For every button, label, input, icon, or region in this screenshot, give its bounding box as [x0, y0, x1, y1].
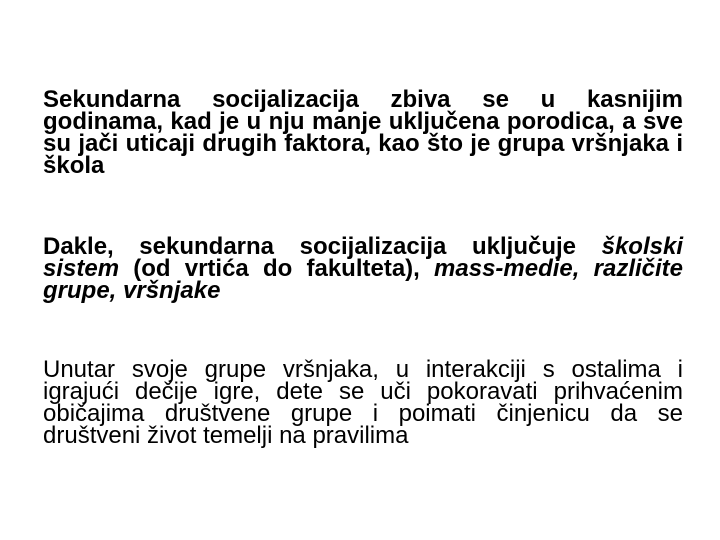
- paragraph2-text-kindergarten: (od vrtića do fakulteta),: [119, 255, 435, 282]
- paragraph-secondary-socialization-includes: [43, 233, 684, 304]
- paragraph-peer-group: Unutar svoje grupe vršnjaka, u interakciji s ostalima i igrajući dečije igre, dete se uči pokoravati prihvaćenim običajima društvene grupe i poimati činjenicu da se društveni život temelji na pravilima: [43, 356, 683, 449]
- paragraph2-text-intro: Dakle, sekundarna socijalizacija uključuje: [43, 233, 602, 260]
- paragraph2-text-mass-media: mass-medie, različite grupe, vršnjake: [43, 255, 684, 304]
- paragraph2-text-school-system: školski sistem: [43, 233, 683, 282]
- paragraph-secondary-socialization: Sekundarna socijalizacija zbiva se u kasnijim godinama, kad je u nju manje uključena porodica, a sve su jači uticaji drugih faktora, kao što je grupa vršnjaka i škola: [43, 86, 683, 179]
